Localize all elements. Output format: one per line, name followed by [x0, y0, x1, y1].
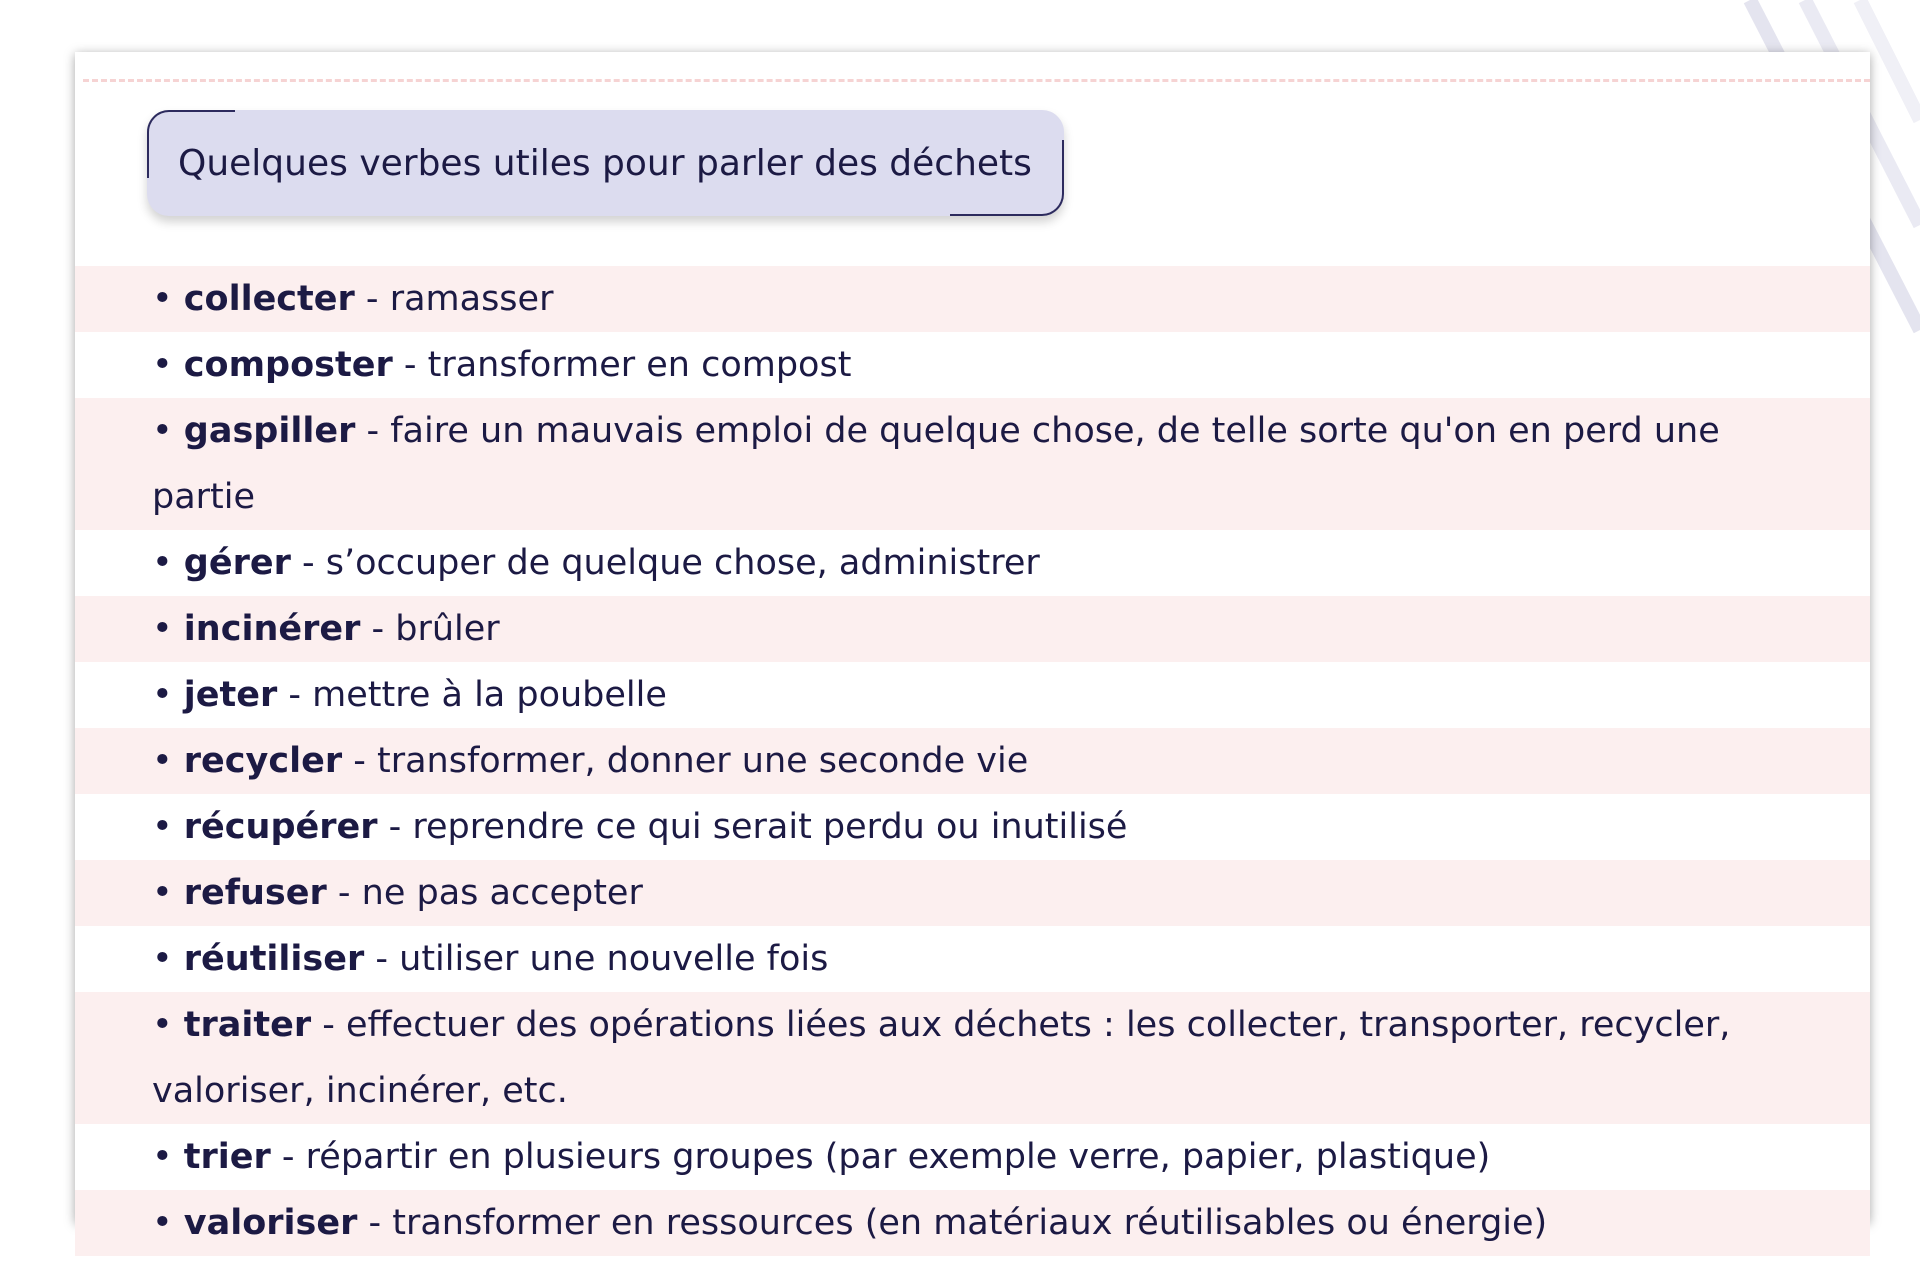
bullet: • — [152, 411, 184, 451]
bullet: • — [152, 675, 184, 715]
verb-definition: répartir en plusieurs groupes (par exemple verre, papier, plastique) — [305, 1137, 1491, 1177]
verb-row-8 — [75, 860, 1870, 926]
bullet: • — [152, 741, 184, 781]
verb-row-3 — [75, 530, 1870, 596]
verb-definition: brûler — [395, 609, 500, 649]
title-corner-decoration — [147, 110, 235, 178]
verb-term: composter — [183, 345, 393, 385]
title-box — [147, 110, 1064, 216]
separator: - — [364, 939, 400, 979]
verb-term: jeter — [183, 675, 278, 715]
separator: - — [342, 741, 377, 781]
verb-row-10 — [75, 992, 1870, 1124]
bullet: • — [152, 1005, 184, 1045]
bullet: • — [152, 939, 184, 979]
page-title: Quelques verbes utiles pour parler des déchets — [178, 142, 1032, 184]
verb-definition: transformer en compost — [427, 345, 852, 385]
verb-row-9 — [75, 926, 1870, 992]
separator: - — [377, 807, 413, 847]
bullet: • — [152, 543, 184, 583]
verb-row-0 — [75, 266, 1870, 332]
verb-term: gérer — [183, 543, 291, 583]
verb-term: recycler — [183, 741, 343, 781]
separator: - — [277, 675, 313, 715]
separator: - — [326, 873, 362, 913]
verb-definition: faire un mauvais emploi de quelque chose, de telle sorte qu'on en perd une partie — [152, 411, 1720, 517]
separator: - — [357, 1203, 393, 1243]
separator: - — [355, 411, 391, 451]
dashed-divider — [83, 79, 1870, 82]
vocabulary-card — [75, 52, 1870, 1243]
bullet: • — [152, 807, 184, 847]
verb-definition: utiliser une nouvelle fois — [399, 939, 829, 979]
verb-row-1 — [75, 332, 1870, 398]
verb-term: récupérer — [183, 807, 378, 847]
verb-definition: mettre à la poubelle — [312, 675, 667, 715]
bullet: • — [152, 873, 184, 913]
verb-row-12 — [75, 1190, 1870, 1256]
bullet: • — [152, 279, 184, 319]
verb-list — [75, 266, 1870, 1256]
separator: - — [290, 543, 326, 583]
title-corner-decoration — [950, 140, 1064, 216]
separator: - — [354, 279, 390, 319]
verb-term: réutiliser — [183, 939, 365, 979]
verb-row-7 — [75, 794, 1870, 860]
verb-definition: ne pas accepter — [361, 873, 643, 913]
verb-term: trier — [183, 1137, 271, 1177]
bullet: • — [152, 1137, 184, 1177]
verb-row-4 — [75, 596, 1870, 662]
verb-definition: effectuer des opérations liées aux déchets : les collecter, transporter, recycler, valoriser, incinérer, etc. — [152, 1005, 1731, 1111]
separator: - — [270, 1137, 306, 1177]
verb-row-2 — [75, 398, 1870, 530]
verb-row-11 — [75, 1124, 1870, 1190]
verb-term: gaspiller — [183, 411, 356, 451]
bullet: • — [152, 1203, 184, 1243]
verb-row-5 — [75, 662, 1870, 728]
verb-definition: transformer en ressources (en matériaux réutilisables ou énergie) — [392, 1203, 1548, 1243]
verb-definition: reprendre ce qui serait perdu ou inutilisé — [412, 807, 1128, 847]
verb-term: traiter — [183, 1005, 312, 1045]
verb-definition: transformer, donner une seconde vie — [376, 741, 1029, 781]
separator: - — [392, 345, 428, 385]
bullet: • — [152, 609, 184, 649]
verb-term: valoriser — [183, 1203, 358, 1243]
verb-definition: ramasser — [389, 279, 554, 319]
verb-row-6 — [75, 728, 1870, 794]
verb-term: collecter — [183, 279, 355, 319]
separator: - — [311, 1005, 347, 1045]
verb-term: incinérer — [183, 609, 361, 649]
verb-definition: s’occuper de quelque chose, administrer — [325, 543, 1040, 583]
separator: - — [360, 609, 396, 649]
verb-term: refuser — [183, 873, 327, 913]
bullet: • — [152, 345, 184, 385]
